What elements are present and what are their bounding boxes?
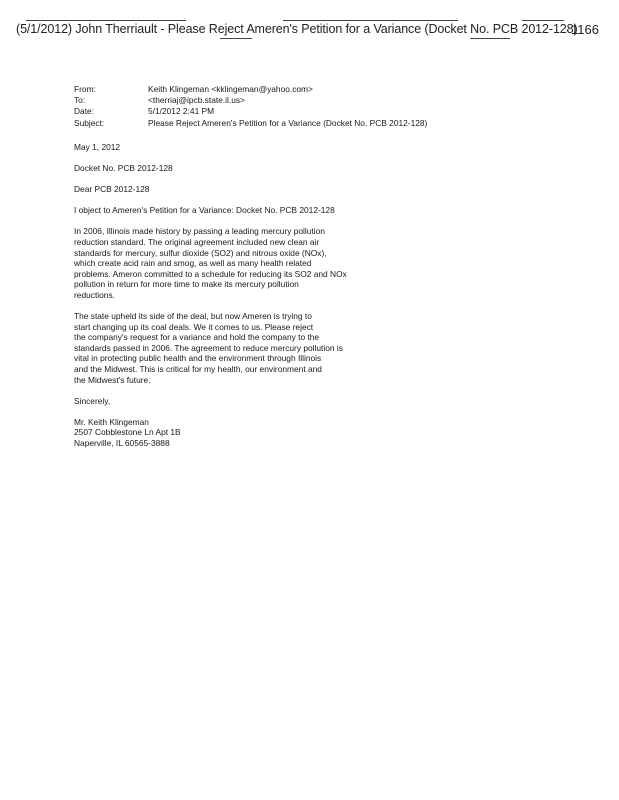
field-label: To: bbox=[74, 95, 86, 106]
letter-paragraph-2 bbox=[74, 311, 364, 385]
letter-salutation: Dear PCB 2012-128 bbox=[74, 184, 150, 195]
signature-address: 2507 Cobblestone Ln Apt 1B bbox=[74, 427, 181, 438]
header-underline-left bbox=[220, 38, 252, 39]
field-value: Please Reject Ameren's Petition for a Variance (Docket No. PCB 2012-128) bbox=[148, 117, 428, 128]
field-label: Subject: bbox=[74, 117, 105, 128]
page-header bbox=[16, 22, 601, 40]
signature-city: Naperville, IL 60565-3888 bbox=[74, 437, 170, 448]
field-value: <therriaj@ipcb.state.il.us> bbox=[148, 95, 245, 106]
header-underline-right bbox=[470, 38, 510, 39]
paragraph-line: the company's request for a variance and hold the company to the bbox=[74, 332, 320, 343]
paragraph-line: which create acid rain and smog, as well as many health related bbox=[74, 258, 312, 269]
paragraph-line: reduction standard. The original agreement included new clean air bbox=[74, 236, 320, 247]
page-number: 1166 bbox=[571, 22, 599, 37]
field-label: From: bbox=[74, 84, 96, 94]
header-rule-right bbox=[522, 20, 564, 21]
field-label: Date: bbox=[74, 106, 95, 117]
letter-paragraph-1 bbox=[74, 226, 364, 300]
email-field-to bbox=[74, 95, 427, 106]
paragraph-line: the Midwest's future. bbox=[74, 374, 151, 385]
letter-body bbox=[74, 142, 364, 459]
letter-docket: Docket No. PCB 2012-128 bbox=[74, 163, 173, 174]
header-rule-left bbox=[26, 20, 186, 21]
field-value: Keith Klingeman <kklingeman@yahoo.com> bbox=[148, 84, 313, 94]
letter-signature bbox=[74, 417, 364, 449]
email-field-subject bbox=[74, 118, 427, 129]
email-header-fields bbox=[74, 84, 427, 129]
paragraph-line: The state upheld its side of the deal, but now Ameren is trying to bbox=[74, 311, 312, 322]
paragraph-line: standards passed in 2006. The agreement to reduce mercury pollution is bbox=[74, 342, 343, 353]
header-rule-middle bbox=[283, 20, 458, 21]
paragraph-line: problems. Ameron committed to a schedule for reducing its SO2 and NOx bbox=[74, 268, 347, 279]
email-field-date bbox=[74, 106, 427, 117]
paragraph-line: pollution in return for more time to make its mercury pollution bbox=[74, 279, 299, 290]
paragraph-line: standards for mercury, sulfur dioxide (SO2) and nitrous oxide (NOx), bbox=[74, 247, 327, 258]
paragraph-line: and the Midwest. This is critical for my health, our environment and bbox=[74, 364, 322, 374]
letter-date: May 1, 2012 bbox=[74, 142, 121, 152]
field-value: 5/1/2012 2:41 PM bbox=[148, 106, 215, 117]
paragraph-line: start changing up its coal deals. We it comes to us. Please reject bbox=[74, 321, 314, 332]
signature-name: Mr. Keith Klingeman bbox=[74, 416, 149, 427]
letter-closing: Sincerely, bbox=[74, 395, 111, 406]
email-field-from bbox=[74, 84, 427, 95]
paragraph-line: vital in protecting public health and the environment through Illinois bbox=[74, 353, 322, 364]
header-title: (5/1/2012) John Therriault - Please Reject Ameren's Petition for a Variance (Docket No. PCB 2012-128) bbox=[16, 22, 578, 36]
letter-regarding: I object to Ameren's Petition for a Variance: Docket No. PCB 2012-128 bbox=[74, 205, 335, 216]
paragraph-line: reductions. bbox=[74, 289, 115, 300]
paragraph-line: In 2006, Illinois made history by passing a leading mercury pollution bbox=[74, 226, 325, 237]
